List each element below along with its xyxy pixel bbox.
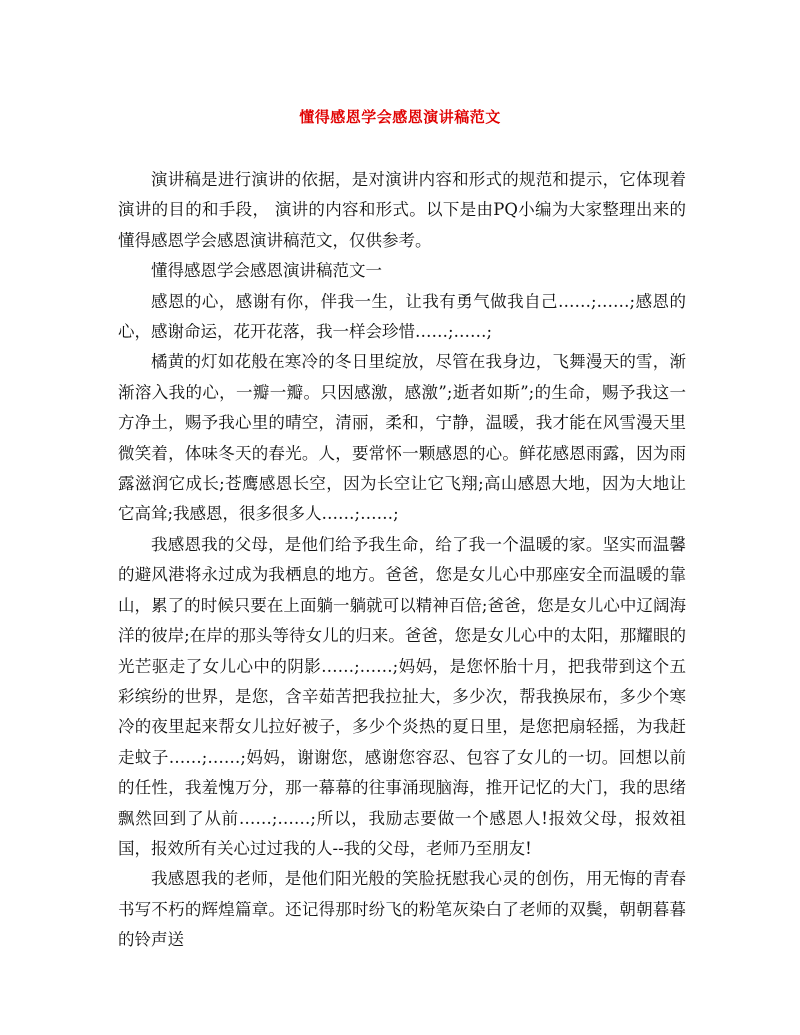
section-heading: 懂得感恩学会感恩演讲稿范文一: [151, 261, 382, 281]
document-title: 懂得感恩学会感恩演讲稿范文: [299, 108, 501, 126]
paragraph: 我感恩我的老师，是他们阳光般的笑脸抚慰我心灵的创伤，用无悔的青春书写不朽的辉煌篇章。还记得那时纷飞的粉笔灰染白了老师的双鬓，朝朝暮暮的铃声送: [118, 869, 686, 950]
paragraph-intro: 演讲稿是进行演讲的依据，是对演讲内容和形式的规范和提示，它体现着演讲的目的和手段， 演讲的内容和形式。以下是由PQ小编为大家整理出来的懂得感恩学会感恩演讲稿范文，仅供参考。: [118, 170, 686, 250]
document-body: [118, 165, 686, 956]
paragraph: 我感恩我的父母，是他们给予我生命，给了我一个温暖的家。坚实而温馨的避风港将永过成为我栖息的地方。爸爸，您是女儿心中那座安全而温暖的靠山，累了的时候只要在上面躺一躺就可以精神百倍;爸爸，您是女儿心中辽阔海洋的彼岸;在岸的那头等待女儿的归来。爸爸，您是女儿心中的太阳，那耀眼的光芒驱走了女儿心中的阴影……;……;妈妈，是您怀胎十月，把我带到这个五彩缤纷的世界，是您，含辛茹苦把我拉扯大，多少次，帮我换尿布，多少个寒冷的夜里起来帮女儿拉好被子，多少个炎热的夏日里，是您把扇轻摇，为我赶走蚊子……;……;妈妈，谢谢您，感谢您容忍、包容了女儿的一切。回想以前的任性，我羞愧万分，那一幕幕的往事涌现脑海，推开记忆的大门，我的思绪飘然回到了从前……;……;所以，我励志要做一个感恩人!报效父母，报效祖国，报效所有关心过过我的人--我的父母，老师乃至朋友!: [118, 534, 686, 858]
paragraph: 橘黄的灯如花般在寒冷的冬日里绽放，尽管在我身边，飞舞漫天的雪，渐渐溶入我的心，一瓣一瓣。只因感激，感激”;逝者如斯”;的生命，赐予我这一方净土，赐予我心里的晴空，清丽，柔和，宁静，温暖，我才能在风雪漫天里微笑着，体味冬天的春光。人，要常怀一颗感恩的心。鲜花感恩雨露，因为雨露滋润它成长;苍鹰感恩长空，因为长空让它飞翔;高山感恩大地，因为大地让它高耸;我感恩，很多很多人……;……;: [118, 352, 686, 524]
paragraph: 感恩的心，感谢有你，伴我一生，让我有勇气做我自己……;……;感恩的心，感谢命运，花开花落，我一样会珍惜……;……;: [118, 291, 686, 342]
